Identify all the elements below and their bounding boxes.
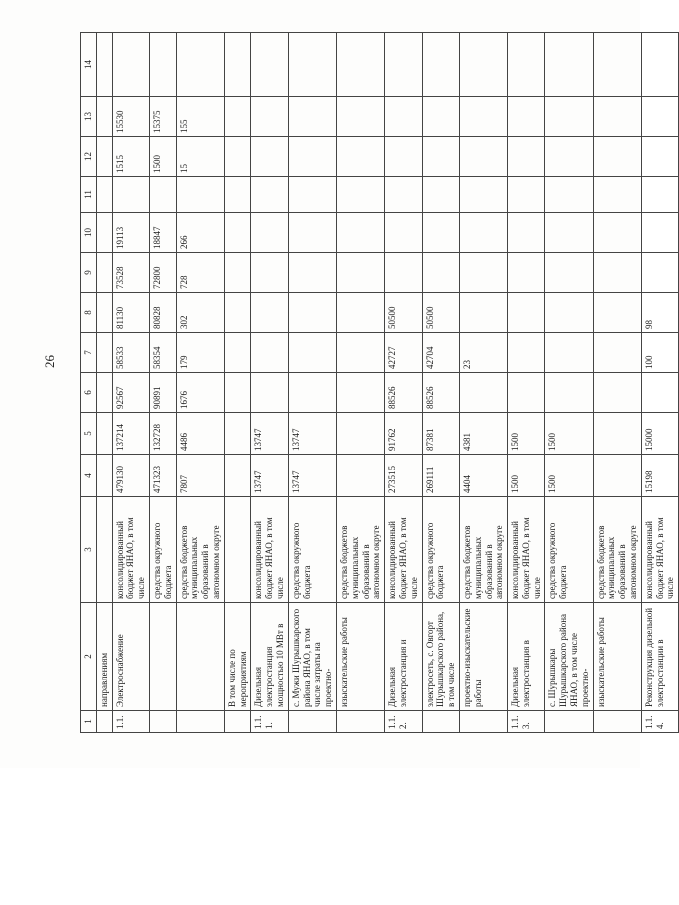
table-row bbox=[459, 33, 507, 733]
item-name-cell: Электроснабжение bbox=[112, 603, 149, 711]
table-row bbox=[385, 33, 422, 733]
value-cell bbox=[459, 293, 507, 333]
value-cell: 91762 bbox=[385, 413, 422, 455]
value-cell: 132728 bbox=[149, 413, 176, 455]
value-cell bbox=[288, 177, 336, 213]
value-cell: 88526 bbox=[385, 373, 422, 413]
value-cell bbox=[176, 33, 224, 97]
value-cell: 19113 bbox=[112, 213, 149, 253]
value-cell bbox=[288, 253, 336, 293]
value-cell bbox=[96, 177, 112, 213]
value-cell: 4381 bbox=[459, 413, 507, 455]
value-cell bbox=[224, 33, 251, 97]
value-cell bbox=[224, 177, 251, 213]
value-cell: 88526 bbox=[422, 373, 459, 413]
value-cell bbox=[96, 293, 112, 333]
value-cell bbox=[112, 33, 149, 97]
column-number-header: 9 bbox=[81, 253, 97, 293]
value-cell: 1500 bbox=[545, 413, 593, 455]
value-cell: 179 bbox=[176, 333, 224, 373]
item-number-cell bbox=[149, 711, 176, 733]
funding-source-cell bbox=[96, 497, 112, 603]
value-cell bbox=[336, 33, 384, 97]
value-cell bbox=[385, 33, 422, 97]
funding-source-cell: средства окружного бюджета bbox=[288, 497, 336, 603]
rotated-table-container bbox=[80, 33, 679, 733]
funding-source-cell: консолидированный бюджет ЯНАО, в том числе bbox=[112, 497, 149, 603]
value-cell bbox=[459, 33, 507, 97]
item-number-cell bbox=[459, 711, 507, 733]
value-cell bbox=[251, 333, 288, 373]
value-cell bbox=[593, 137, 641, 177]
table-body bbox=[96, 33, 678, 733]
value-cell bbox=[508, 33, 545, 97]
value-cell bbox=[224, 333, 251, 373]
value-cell bbox=[251, 253, 288, 293]
item-number-cell bbox=[288, 711, 336, 733]
value-cell: 7807 bbox=[176, 455, 224, 497]
value-cell bbox=[96, 33, 112, 97]
value-cell bbox=[251, 137, 288, 177]
value-cell: 50500 bbox=[385, 293, 422, 333]
value-cell bbox=[422, 213, 459, 253]
value-cell: 1500 bbox=[508, 413, 545, 455]
value-cell bbox=[593, 293, 641, 333]
item-name-cell: Дизельная электростанция мощностью 10 МВт в bbox=[251, 603, 288, 711]
value-cell bbox=[96, 213, 112, 253]
value-cell bbox=[459, 137, 507, 177]
value-cell bbox=[336, 333, 384, 373]
item-number-cell: 1.1.1. bbox=[251, 711, 288, 733]
item-name-cell: изыскательские работы bbox=[336, 603, 384, 711]
value-cell: 479130 bbox=[112, 455, 149, 497]
value-cell: 4404 bbox=[459, 455, 507, 497]
value-cell: 13747 bbox=[251, 455, 288, 497]
value-cell bbox=[336, 213, 384, 253]
funding-source-cell: консолидированный бюджет ЯНАО, в том числе bbox=[641, 497, 678, 603]
value-cell bbox=[459, 213, 507, 253]
value-cell bbox=[641, 213, 678, 253]
value-cell bbox=[96, 373, 112, 413]
value-cell bbox=[336, 413, 384, 455]
value-cell: 269111 bbox=[422, 455, 459, 497]
value-cell: 15530 bbox=[112, 97, 149, 137]
value-cell bbox=[459, 373, 507, 413]
column-number-header: 7 bbox=[81, 333, 97, 373]
item-name-cell: с. Мужи Шурышкарского района ЯНАО, в том числе затраты на проектно- bbox=[288, 603, 336, 711]
value-cell bbox=[96, 253, 112, 293]
value-cell bbox=[224, 293, 251, 333]
item-name-cell: В том числе по мероприятиям bbox=[224, 603, 251, 711]
value-cell bbox=[224, 137, 251, 177]
value-cell: 90891 bbox=[149, 373, 176, 413]
value-cell: 13747 bbox=[288, 413, 336, 455]
value-cell bbox=[288, 97, 336, 137]
value-cell bbox=[149, 177, 176, 213]
item-name-cell: с. Шурышкары Шурышкарского района ЯНАО, в том числе проектно- bbox=[545, 603, 593, 711]
item-number-cell bbox=[96, 711, 112, 733]
value-cell: 92567 bbox=[112, 373, 149, 413]
item-number-cell bbox=[336, 711, 384, 733]
value-cell: 23 bbox=[459, 333, 507, 373]
value-cell bbox=[545, 213, 593, 253]
value-cell bbox=[288, 373, 336, 413]
value-cell bbox=[336, 293, 384, 333]
value-cell bbox=[593, 177, 641, 213]
value-cell: 4486 bbox=[176, 413, 224, 455]
item-number-cell bbox=[545, 711, 593, 733]
value-cell bbox=[96, 413, 112, 455]
value-cell bbox=[422, 33, 459, 97]
value-cell: 302 bbox=[176, 293, 224, 333]
funding-source-cell: средства бюджетов муниципальных образований в автономном округе bbox=[336, 497, 384, 603]
value-cell: 81130 bbox=[112, 293, 149, 333]
value-cell bbox=[385, 253, 422, 293]
value-cell bbox=[593, 213, 641, 253]
value-cell: 80828 bbox=[149, 293, 176, 333]
funding-source-cell: консолидированный бюджет ЯНАО, в том числе bbox=[508, 497, 545, 603]
value-cell bbox=[96, 455, 112, 497]
value-cell bbox=[385, 137, 422, 177]
value-cell: 100 bbox=[641, 333, 678, 373]
column-number-header: 3 bbox=[81, 497, 97, 603]
funding-source-cell: средства окружного бюджета bbox=[422, 497, 459, 603]
funding-source-cell: средства бюджетов муниципальных образований в автономном округе bbox=[459, 497, 507, 603]
value-cell bbox=[545, 177, 593, 213]
value-cell: 58354 bbox=[149, 333, 176, 373]
value-cell bbox=[641, 137, 678, 177]
item-name-cell: Дизельная электростанция в bbox=[508, 603, 545, 711]
header-row bbox=[81, 33, 97, 733]
value-cell bbox=[508, 373, 545, 413]
table-row bbox=[288, 33, 336, 733]
value-cell bbox=[641, 253, 678, 293]
item-name-cell: проектно-изыскательские работы bbox=[459, 603, 507, 711]
value-cell: 13747 bbox=[288, 455, 336, 497]
value-cell bbox=[508, 177, 545, 213]
value-cell: 137214 bbox=[112, 413, 149, 455]
value-cell bbox=[288, 137, 336, 177]
value-cell bbox=[593, 373, 641, 413]
value-cell bbox=[288, 293, 336, 333]
value-cell: 13747 bbox=[251, 413, 288, 455]
value-cell bbox=[96, 333, 112, 373]
value-cell bbox=[385, 97, 422, 137]
item-number-cell: 1.1.4. bbox=[641, 711, 678, 733]
value-cell: 15 bbox=[176, 137, 224, 177]
item-name-cell: направлениям bbox=[96, 603, 112, 711]
funding-source-cell: средства окружного бюджета bbox=[149, 497, 176, 603]
value-cell bbox=[336, 253, 384, 293]
budget-table bbox=[80, 32, 679, 733]
value-cell: 72800 bbox=[149, 253, 176, 293]
value-cell bbox=[224, 455, 251, 497]
item-name-cell: изыскательские работы bbox=[593, 603, 641, 711]
value-cell: 18847 bbox=[149, 213, 176, 253]
item-number-cell bbox=[422, 711, 459, 733]
value-cell: 15375 bbox=[149, 97, 176, 137]
value-cell bbox=[545, 253, 593, 293]
value-cell bbox=[593, 253, 641, 293]
value-cell: 273515 bbox=[385, 455, 422, 497]
value-cell bbox=[593, 455, 641, 497]
value-cell bbox=[224, 213, 251, 253]
value-cell bbox=[508, 97, 545, 137]
value-cell: 15000 bbox=[641, 413, 678, 455]
value-cell bbox=[508, 213, 545, 253]
value-cell bbox=[593, 413, 641, 455]
table-row bbox=[422, 33, 459, 733]
item-number-cell: 1.1.2. bbox=[385, 711, 422, 733]
value-cell: 42704 bbox=[422, 333, 459, 373]
item-name-cell bbox=[149, 603, 176, 711]
value-cell bbox=[149, 33, 176, 97]
value-cell bbox=[288, 213, 336, 253]
value-cell: 87381 bbox=[422, 413, 459, 455]
item-name-cell: Дизельная электростанция и bbox=[385, 603, 422, 711]
value-cell: 1500 bbox=[149, 137, 176, 177]
value-cell bbox=[251, 373, 288, 413]
item-number-cell bbox=[593, 711, 641, 733]
value-cell: 50500 bbox=[422, 293, 459, 333]
value-cell bbox=[545, 293, 593, 333]
value-cell bbox=[224, 97, 251, 137]
value-cell bbox=[593, 333, 641, 373]
value-cell bbox=[545, 333, 593, 373]
value-cell bbox=[593, 97, 641, 137]
value-cell bbox=[459, 177, 507, 213]
value-cell bbox=[288, 33, 336, 97]
value-cell bbox=[336, 137, 384, 177]
item-number-cell: 1.1. bbox=[112, 711, 149, 733]
value-cell: 42727 bbox=[385, 333, 422, 373]
column-number-header: 5 bbox=[81, 413, 97, 455]
funding-source-cell: консолидированный бюджет ЯНАО, в том числе bbox=[385, 497, 422, 603]
value-cell bbox=[422, 253, 459, 293]
column-number-header: 2 bbox=[81, 603, 97, 711]
column-number-header: 1 bbox=[81, 711, 97, 733]
funding-source-cell: средства бюджетов муниципальных образований в автономном округе bbox=[176, 497, 224, 603]
value-cell bbox=[459, 253, 507, 293]
value-cell bbox=[641, 97, 678, 137]
value-cell bbox=[545, 373, 593, 413]
value-cell bbox=[545, 137, 593, 177]
table-row bbox=[149, 33, 176, 733]
table-row bbox=[112, 33, 149, 733]
value-cell bbox=[508, 293, 545, 333]
value-cell: 1515 bbox=[112, 137, 149, 177]
value-cell bbox=[336, 177, 384, 213]
value-cell bbox=[593, 33, 641, 97]
value-cell: 728 bbox=[176, 253, 224, 293]
funding-source-cell: консолидированный бюджет ЯНАО, в том числе bbox=[251, 497, 288, 603]
value-cell bbox=[251, 213, 288, 253]
table-row bbox=[641, 33, 678, 733]
value-cell: 1500 bbox=[508, 455, 545, 497]
column-number-header: 12 bbox=[81, 137, 97, 177]
value-cell bbox=[336, 455, 384, 497]
value-cell: 15198 bbox=[641, 455, 678, 497]
table-row bbox=[336, 33, 384, 733]
value-cell bbox=[545, 97, 593, 137]
page-number: 26 bbox=[42, 355, 57, 368]
value-cell bbox=[224, 253, 251, 293]
item-number-cell bbox=[176, 711, 224, 733]
value-cell bbox=[251, 177, 288, 213]
value-cell bbox=[251, 293, 288, 333]
value-cell bbox=[508, 253, 545, 293]
column-number-header: 13 bbox=[81, 97, 97, 137]
table-row bbox=[224, 33, 251, 733]
value-cell: 471323 bbox=[149, 455, 176, 497]
column-number-header: 14 bbox=[81, 33, 97, 97]
value-cell: 1500 bbox=[545, 455, 593, 497]
table-row bbox=[545, 33, 593, 733]
value-cell bbox=[224, 413, 251, 455]
value-cell: 266 bbox=[176, 213, 224, 253]
value-cell bbox=[96, 137, 112, 177]
value-cell bbox=[459, 97, 507, 137]
item-name-cell: Реконструкция дизельной электростанции в bbox=[641, 603, 678, 711]
value-cell bbox=[336, 97, 384, 137]
column-number-header: 10 bbox=[81, 213, 97, 253]
value-cell: 1676 bbox=[176, 373, 224, 413]
column-number-header: 6 bbox=[81, 373, 97, 413]
value-cell: 73528 bbox=[112, 253, 149, 293]
funding-source-cell: средства бюджетов муниципальных образований в автономном округе bbox=[593, 497, 641, 603]
column-number-header: 11 bbox=[81, 177, 97, 213]
value-cell bbox=[641, 177, 678, 213]
value-cell bbox=[641, 33, 678, 97]
value-cell bbox=[422, 177, 459, 213]
column-number-header: 4 bbox=[81, 455, 97, 497]
value-cell bbox=[96, 97, 112, 137]
value-cell: 98 bbox=[641, 293, 678, 333]
value-cell bbox=[112, 177, 149, 213]
value-cell bbox=[422, 137, 459, 177]
value-cell bbox=[385, 177, 422, 213]
value-cell bbox=[336, 373, 384, 413]
value-cell bbox=[508, 333, 545, 373]
value-cell bbox=[288, 333, 336, 373]
value-cell bbox=[508, 137, 545, 177]
value-cell bbox=[422, 97, 459, 137]
value-cell bbox=[251, 97, 288, 137]
table-row bbox=[508, 33, 545, 733]
value-cell: 155 bbox=[176, 97, 224, 137]
value-cell bbox=[176, 177, 224, 213]
item-name-cell bbox=[176, 603, 224, 711]
table-row bbox=[96, 33, 112, 733]
item-number-cell bbox=[224, 711, 251, 733]
value-cell: 58533 bbox=[112, 333, 149, 373]
column-number-header: 8 bbox=[81, 293, 97, 333]
table-row bbox=[176, 33, 224, 733]
item-number-cell: 1.1.3. bbox=[508, 711, 545, 733]
item-name-cell: электросеть, с. Овгорт Шурышкарского района, в том числе bbox=[422, 603, 459, 711]
value-cell bbox=[545, 33, 593, 97]
value-cell bbox=[224, 373, 251, 413]
table-row bbox=[251, 33, 288, 733]
value-cell bbox=[251, 33, 288, 97]
table-row bbox=[593, 33, 641, 733]
value-cell bbox=[641, 373, 678, 413]
value-cell bbox=[385, 213, 422, 253]
funding-source-cell: средства окружного бюджета bbox=[545, 497, 593, 603]
funding-source-cell bbox=[224, 497, 251, 603]
